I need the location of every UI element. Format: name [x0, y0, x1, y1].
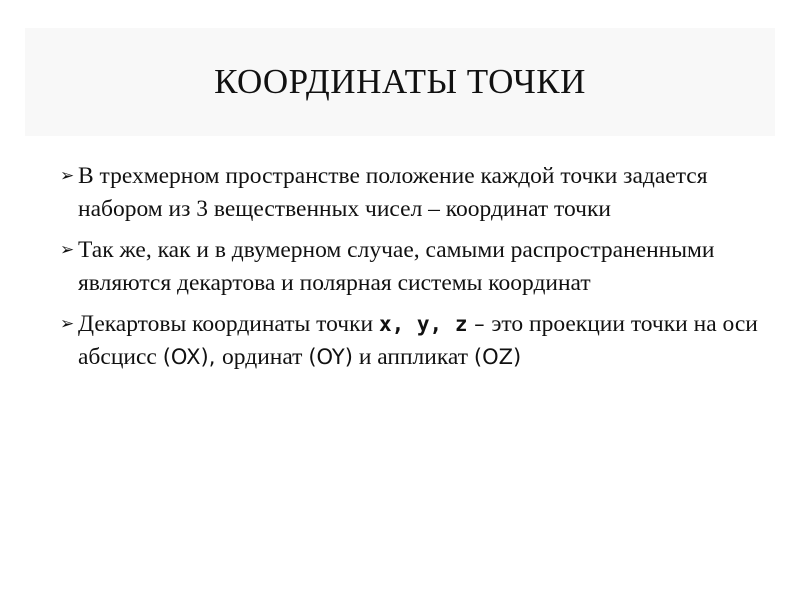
dash: –: [467, 312, 492, 336]
axis-oy: (OY): [308, 345, 353, 369]
separator: ,: [208, 345, 223, 369]
axis-oz: (OZ): [473, 345, 522, 369]
bullet-item-3: [60, 308, 760, 374]
axis-ox: (OX): [162, 345, 209, 369]
arrow-bullet-icon: ➢: [60, 240, 75, 260]
slide-title: КООРДИНАТЫ ТОЧКИ: [214, 62, 586, 101]
coordinates-xyz: x, y, z: [378, 312, 468, 336]
bullet-text-3-ordinate: ординат: [222, 344, 309, 370]
bullet-text-1: В трехмерном пространстве положение каждой точки задается набором из 3 вещественных чисел – координат точки: [78, 163, 708, 222]
title-box: [25, 28, 775, 136]
bullet-item-2: [60, 234, 760, 300]
bullet-list: [60, 160, 760, 382]
bullet-text-3-middle: это проекции точки на оси абсцисс: [78, 311, 758, 370]
arrow-bullet-icon: ➢: [60, 314, 75, 334]
arrow-bullet-icon: ➢: [60, 166, 75, 186]
bullet-item-1: [60, 160, 760, 226]
bullet-text-3-intro: Декартовы координаты точки: [78, 311, 379, 337]
bullet-text-3-applicate: и аппликат: [352, 344, 474, 370]
bullet-text-2: Так же, как и в двумерном случае, самыми распространенными являются декартова и полярная системы координат: [78, 237, 715, 296]
